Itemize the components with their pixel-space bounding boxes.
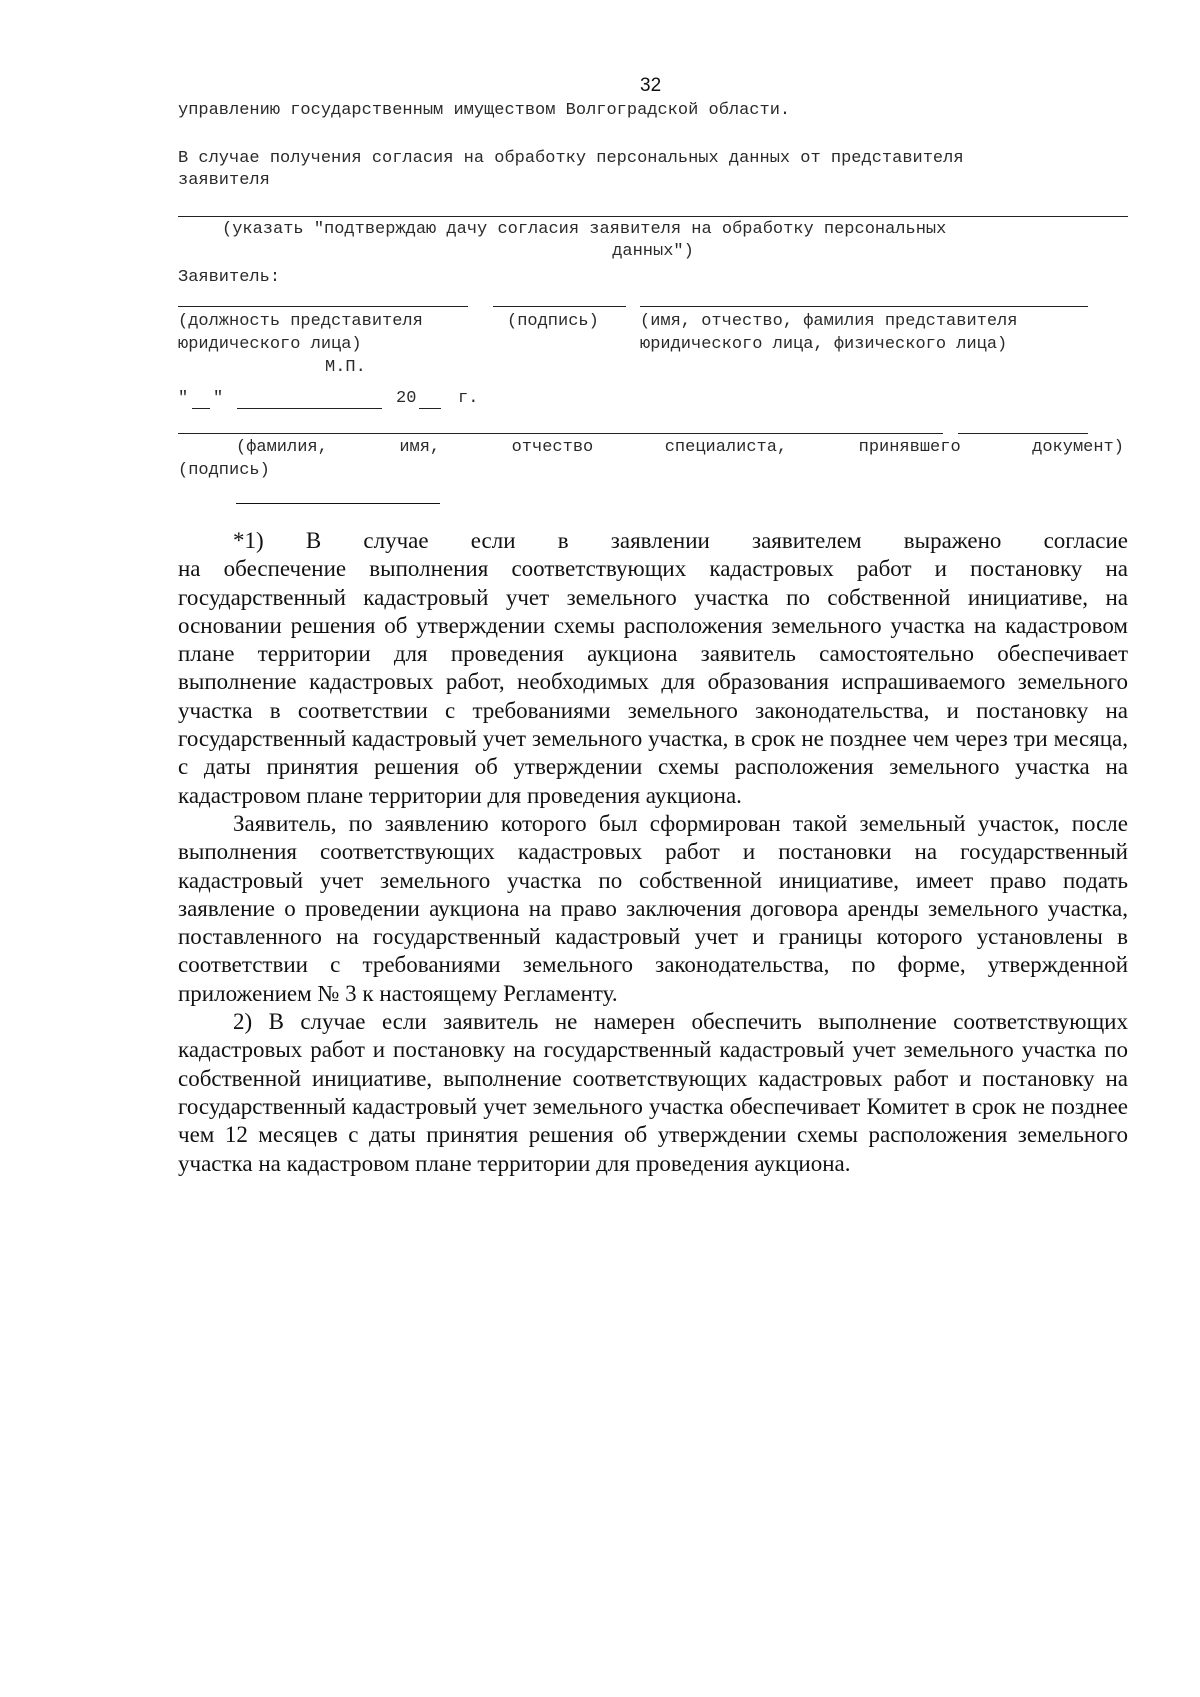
- specialist-word: специалиста,: [664, 438, 788, 457]
- specialist-signature-fill: [958, 433, 1088, 434]
- footnote-separator: [236, 503, 440, 504]
- caption-position-line2: юридического лица): [178, 335, 362, 354]
- page-number: 32: [640, 75, 662, 96]
- caption-position-line1: (должность представителя: [178, 312, 423, 331]
- body-text: [178, 527, 1128, 1178]
- consent-hint-line1: (указать "подтверждаю дачу согласия заявителя на обработку персональных: [222, 220, 947, 239]
- consent-fill-line: [178, 216, 1128, 217]
- specialist-caption: [236, 437, 1124, 459]
- note-word: заявителем: [752, 528, 862, 553]
- specialist-word: отчество: [511, 438, 594, 457]
- note-word: В: [305, 528, 322, 553]
- note-word: случае: [363, 528, 429, 553]
- applicant-label: Заявитель:: [178, 268, 281, 287]
- date-quote-close: ": [213, 389, 224, 408]
- signature-fill-line: [493, 306, 626, 307]
- note-first-line: [178, 527, 1128, 555]
- caption-name-line2: юридического лица, физического лица): [640, 335, 1008, 354]
- note-word: если: [470, 528, 516, 553]
- caption-name-line1: (имя, отчество, фамилия представителя: [640, 312, 1018, 331]
- stamp-label: М.П.: [325, 358, 366, 377]
- note-word: *1): [233, 528, 264, 553]
- body-paragraph-3: 2) В случае если заявитель не намерен обеспечить выполнение соответствующих кадастровых работ и постановку на государственный кадастровый учет земельного участка по собственной инициативе, выполнение соответствующих кадастровых работ и постановку на государственный кадастровый учет земельного участка обеспечивает Комитет в срок не позднее чем 12 месяцев с даты принятия решения об утверждении схемы расположения земельного участка на кадастровом плане территории для проведения аукциона.: [178, 1009, 1128, 1176]
- specialist-signature-caption: (подпись): [178, 461, 270, 480]
- date-day-fill: [192, 408, 210, 409]
- specialist-word: документ): [1032, 438, 1124, 457]
- note-word: выражено: [903, 528, 1002, 553]
- caption-signature: (подпись): [507, 312, 599, 331]
- date-year-fill: [419, 408, 441, 409]
- date-month-fill: [237, 408, 382, 409]
- body-paragraph-2: Заявитель, по заявлению которого был сформирован такой земельный участок, после выполнения соответствующих кадастровых работ и постановки на государственный кадастровый учет земельного участка по собственной инициативе, имеет право подать заявление о проведении аукциона на право заключения договора аренды земельного участка, поставленного на государственный кадастровый учет и границы которого установлены в соответствии с требованиями земельного законодательства, по форме, утвержденной приложением № 3 к настоящему Регламенту.: [178, 810, 1128, 1006]
- consent-intro-line2: заявителя: [178, 171, 270, 190]
- specialist-name-fill: [178, 433, 943, 434]
- note-word: согласие: [1043, 528, 1128, 553]
- note-word: заявлении: [610, 528, 710, 553]
- form-line-top: управлению государственным имуществом Волгоградской области.: [178, 101, 791, 120]
- specialist-word: (фамилия,: [236, 438, 328, 457]
- specialist-word: имя,: [399, 438, 441, 457]
- date-year-suffix: г.: [458, 389, 479, 408]
- position-fill-line: [178, 306, 468, 307]
- date-quote-open: ": [178, 389, 189, 408]
- note-word: в: [557, 528, 569, 553]
- consent-hint-line2: данных"): [612, 242, 694, 261]
- consent-intro-line1: В случае получения согласия на обработку персональных данных от представителя: [178, 149, 964, 168]
- name-fill-line: [640, 306, 1088, 307]
- specialist-word: принявшего: [858, 438, 961, 457]
- date-year-prefix: 20: [396, 389, 417, 408]
- note-paragraph: на обеспечение выполнения соответствующих кадастровых работ и постановку на государственный кадастровый учет земельного участка по собственной инициативе, на основании решения об утверждении схемы расположения земельного участка на кадастровом плане территории для проведения аукциона заявитель самостоятельно обеспечивает выполнение кадастровых работ, необходимых для образования испрашиваемого земельного участка в соответствии с требованиями земельного законодательства, и постановку на государственный кадастровый учет земельного участка, в срок не позднее чем через три месяца, с даты принятия решения об утверждении схемы расположения земельного участка на кадастровом плане территории для проведения аукциона.: [178, 556, 1128, 808]
